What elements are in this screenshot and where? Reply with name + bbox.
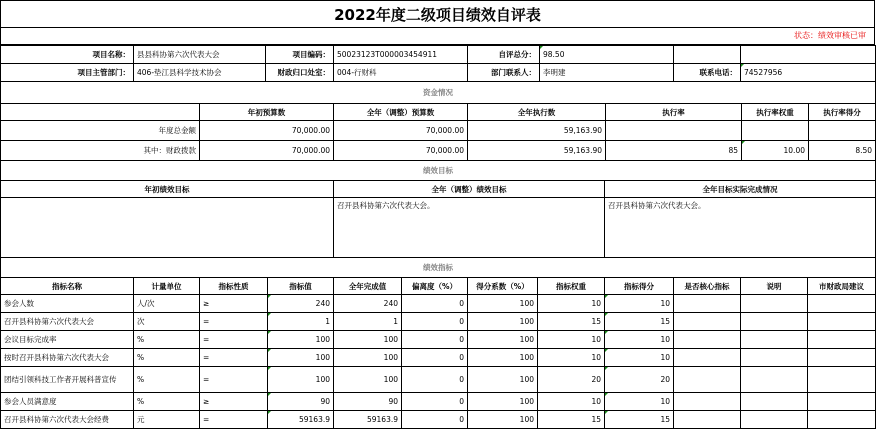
ind-score[interactable]: 15 [605, 411, 674, 429]
ind-nature[interactable]: ≥ [200, 393, 268, 411]
funds-cell[interactable]: 8.50 [809, 141, 876, 161]
ind-advice[interactable] [808, 349, 876, 367]
ind-advice[interactable] [808, 367, 876, 393]
ind-nature[interactable]: = [200, 331, 268, 349]
ind-core[interactable] [674, 393, 741, 411]
ind-coef[interactable]: 100 [468, 331, 538, 349]
indicator-row [1, 349, 876, 367]
ind-score[interactable]: 10 [605, 349, 674, 367]
project-info-table [0, 45, 876, 82]
ind-name: 召开县科协第六次代表大会 [1, 313, 134, 331]
ind-advice[interactable] [808, 331, 876, 349]
funds-header-adjusted: 全年（调整）预算数 [334, 104, 468, 121]
ind-nature[interactable]: = [200, 313, 268, 331]
indicator-row [1, 313, 876, 331]
ind-dev[interactable]: 0 [402, 295, 468, 313]
ind-done[interactable]: 100 [334, 349, 402, 367]
phone-label: 联系电话： [674, 64, 741, 82]
goals-header-initial: 年初绩效目标 [1, 181, 334, 198]
goals-table [0, 160, 876, 258]
ind-unit[interactable]: % [134, 367, 200, 393]
goal-initial-text[interactable] [1, 198, 334, 258]
ind-score[interactable]: 10 [605, 393, 674, 411]
ind-weight[interactable]: 20 [538, 367, 605, 393]
dept-label: 项目主管部门： [1, 64, 134, 82]
ind-nature[interactable]: ≥ [200, 295, 268, 313]
funds-cell[interactable]: 59,163.90 [468, 121, 606, 141]
indicator-row [1, 367, 876, 393]
goal-actual-text[interactable]: 召开县科协第六次代表大会。 [605, 198, 876, 258]
ind-nature[interactable]: = [200, 411, 268, 429]
funds-cell[interactable] [606, 121, 742, 141]
ind-note[interactable] [741, 295, 808, 313]
ind-done[interactable]: 240 [334, 295, 402, 313]
funds-cell[interactable]: 70,000.00 [334, 121, 468, 141]
ind-nature[interactable]: = [200, 349, 268, 367]
contact-label: 部门联系人： [468, 64, 540, 82]
ind-coef[interactable]: 100 [468, 411, 538, 429]
ind-score[interactable]: 10 [605, 331, 674, 349]
indicators-section-title: 绩效指标 [1, 258, 876, 278]
funds-cell[interactable]: 70,000.00 [334, 141, 468, 161]
ind-name: 会议目标完成率 [1, 331, 134, 349]
goals-section-title: 绩效目标 [1, 161, 876, 181]
ind-value[interactable]: 100 [268, 349, 334, 367]
ind-header-dev: 偏离度（%） [402, 278, 468, 295]
finance-label: 财政归口处室： [266, 64, 334, 82]
ind-coef[interactable]: 100 [468, 313, 538, 331]
empty-cell [1, 104, 200, 121]
ind-weight[interactable]: 15 [538, 313, 605, 331]
ind-core[interactable] [674, 367, 741, 393]
indicator-row [1, 295, 876, 313]
dept-value[interactable]: 406-垫江县科学技术协会 [134, 64, 266, 82]
ind-core[interactable] [674, 349, 741, 367]
ind-coef[interactable]: 100 [468, 393, 538, 411]
ind-done[interactable]: 59163.9 [334, 411, 402, 429]
goal-adjusted-text[interactable]: 召开县科协第六次代表大会。 [334, 198, 605, 258]
ind-weight[interactable]: 15 [538, 411, 605, 429]
ind-note[interactable] [741, 349, 808, 367]
status-row [0, 28, 875, 45]
ind-dev[interactable]: 0 [402, 411, 468, 429]
self-score-value[interactable]: 98.50 [540, 46, 674, 64]
ind-name: 团结引领科技工作者开展科普宣传 [1, 367, 134, 393]
ind-unit[interactable]: 次 [134, 313, 200, 331]
ind-dev[interactable]: 0 [402, 313, 468, 331]
ind-dev[interactable]: 0 [402, 367, 468, 393]
finance-value[interactable]: 004-行财科 [334, 64, 468, 82]
ind-value[interactable]: 59163.9 [268, 411, 334, 429]
ind-header-core: 是否核心指标 [674, 278, 741, 295]
ind-core[interactable] [674, 295, 741, 313]
ind-header-advice: 市财政局建议 [808, 278, 876, 295]
goals-header-adjusted: 全年（调整）绩效目标 [334, 181, 605, 198]
project-name-value[interactable]: 县县科协第六次代表大会 [134, 46, 266, 64]
empty-cell [674, 46, 741, 64]
ind-done[interactable]: 100 [334, 331, 402, 349]
funds-table [0, 81, 876, 161]
ind-nature[interactable]: = [200, 367, 268, 393]
ind-dev[interactable]: 0 [402, 331, 468, 349]
ind-header-score: 指标得分 [605, 278, 674, 295]
ind-done[interactable]: 1 [334, 313, 402, 331]
ind-header-unit: 计量单位 [134, 278, 200, 295]
ind-core[interactable] [674, 313, 741, 331]
funds-row-label: 年度总金额 [1, 121, 200, 141]
ind-unit[interactable]: 人/次 [134, 295, 200, 313]
ind-weight[interactable]: 10 [538, 295, 605, 313]
ind-name: 参会人员满意度 [1, 393, 134, 411]
funds-row-label: 其中：财政拨款 [1, 141, 200, 161]
funds-cell[interactable]: 85 [606, 141, 742, 161]
ind-unit[interactable]: 元 [134, 411, 200, 429]
ind-coef[interactable]: 100 [468, 295, 538, 313]
ind-header-value: 指标值 [268, 278, 334, 295]
ind-done[interactable]: 90 [334, 393, 402, 411]
ind-score[interactable]: 10 [605, 295, 674, 313]
empty-cell [741, 46, 876, 64]
ind-value[interactable]: 90 [268, 393, 334, 411]
contact-value[interactable]: 李明建 [540, 64, 674, 82]
funds-header-initial: 年初预算数 [200, 104, 334, 121]
ind-coef[interactable]: 100 [468, 367, 538, 393]
ind-score[interactable]: 20 [605, 367, 674, 393]
ind-name: 参会人数 [1, 295, 134, 313]
funds-header-rate: 执行率 [606, 104, 742, 121]
funds-cell[interactable]: 10.00 [742, 141, 809, 161]
funds-cell[interactable]: 59,163.90 [468, 141, 606, 161]
ind-unit[interactable]: % [134, 349, 200, 367]
ind-note[interactable] [741, 313, 808, 331]
ind-weight[interactable]: 10 [538, 393, 605, 411]
indicators-table [0, 257, 876, 429]
funds-section-title: 资金情况 [1, 82, 876, 104]
ind-name: 召开县科协第六次代表大会经费 [1, 411, 134, 429]
funds-cell[interactable]: 70,000.00 [200, 141, 334, 161]
indicator-row [1, 331, 876, 349]
ind-coef[interactable]: 100 [468, 349, 538, 367]
funds-header-score: 执行率得分 [809, 104, 876, 121]
ind-name: 按时召开县科协第六次代表大会 [1, 349, 134, 367]
self-score-label: 自评总分： [468, 46, 540, 64]
ind-unit[interactable]: % [134, 331, 200, 349]
page-title: 2022年度二级项目绩效自评表 [0, 0, 875, 28]
funds-cell[interactable] [742, 121, 809, 141]
ind-weight[interactable]: 10 [538, 349, 605, 367]
ind-done[interactable]: 100 [334, 367, 402, 393]
ind-note[interactable] [741, 331, 808, 349]
ind-header-done: 全年完成值 [334, 278, 402, 295]
ind-advice[interactable] [808, 295, 876, 313]
ind-value[interactable]: 100 [268, 367, 334, 393]
ind-header-name: 指标名称 [1, 278, 134, 295]
funds-header-weight: 执行率权重 [742, 104, 809, 121]
ind-header-nature: 指标性质 [200, 278, 268, 295]
ind-core[interactable] [674, 331, 741, 349]
funds-cell[interactable]: 70,000.00 [200, 121, 334, 141]
funds-header-executed: 全年执行数 [468, 104, 606, 121]
project-name-label: 项目名称： [1, 46, 134, 64]
ind-note[interactable] [741, 393, 808, 411]
project-code-value[interactable]: 50023123T000003454911 [334, 46, 468, 64]
ind-weight[interactable]: 10 [538, 331, 605, 349]
ind-unit[interactable]: % [134, 393, 200, 411]
funds-cell[interactable] [809, 121, 876, 141]
ind-advice[interactable] [808, 313, 876, 331]
ind-score[interactable]: 15 [605, 313, 674, 331]
project-code-label: 项目编码： [266, 46, 334, 64]
ind-value[interactable]: 240 [268, 295, 334, 313]
indicator-row [1, 393, 876, 411]
indicators-body [1, 295, 876, 429]
ind-value[interactable]: 100 [268, 331, 334, 349]
status-label: 状态：绩效审核已审 [794, 31, 866, 40]
ind-value[interactable]: 1 [268, 313, 334, 331]
phone-value[interactable]: 74527956 [741, 64, 876, 82]
ind-note[interactable] [741, 367, 808, 393]
ind-advice[interactable] [808, 393, 876, 411]
goals-header-actual: 全年目标实际完成情况 [605, 181, 876, 198]
ind-header-coef: 得分系数（%） [468, 278, 538, 295]
ind-header-weight: 指标权重 [538, 278, 605, 295]
ind-dev[interactable]: 0 [402, 349, 468, 367]
ind-dev[interactable]: 0 [402, 393, 468, 411]
ind-header-note: 说明 [741, 278, 808, 295]
